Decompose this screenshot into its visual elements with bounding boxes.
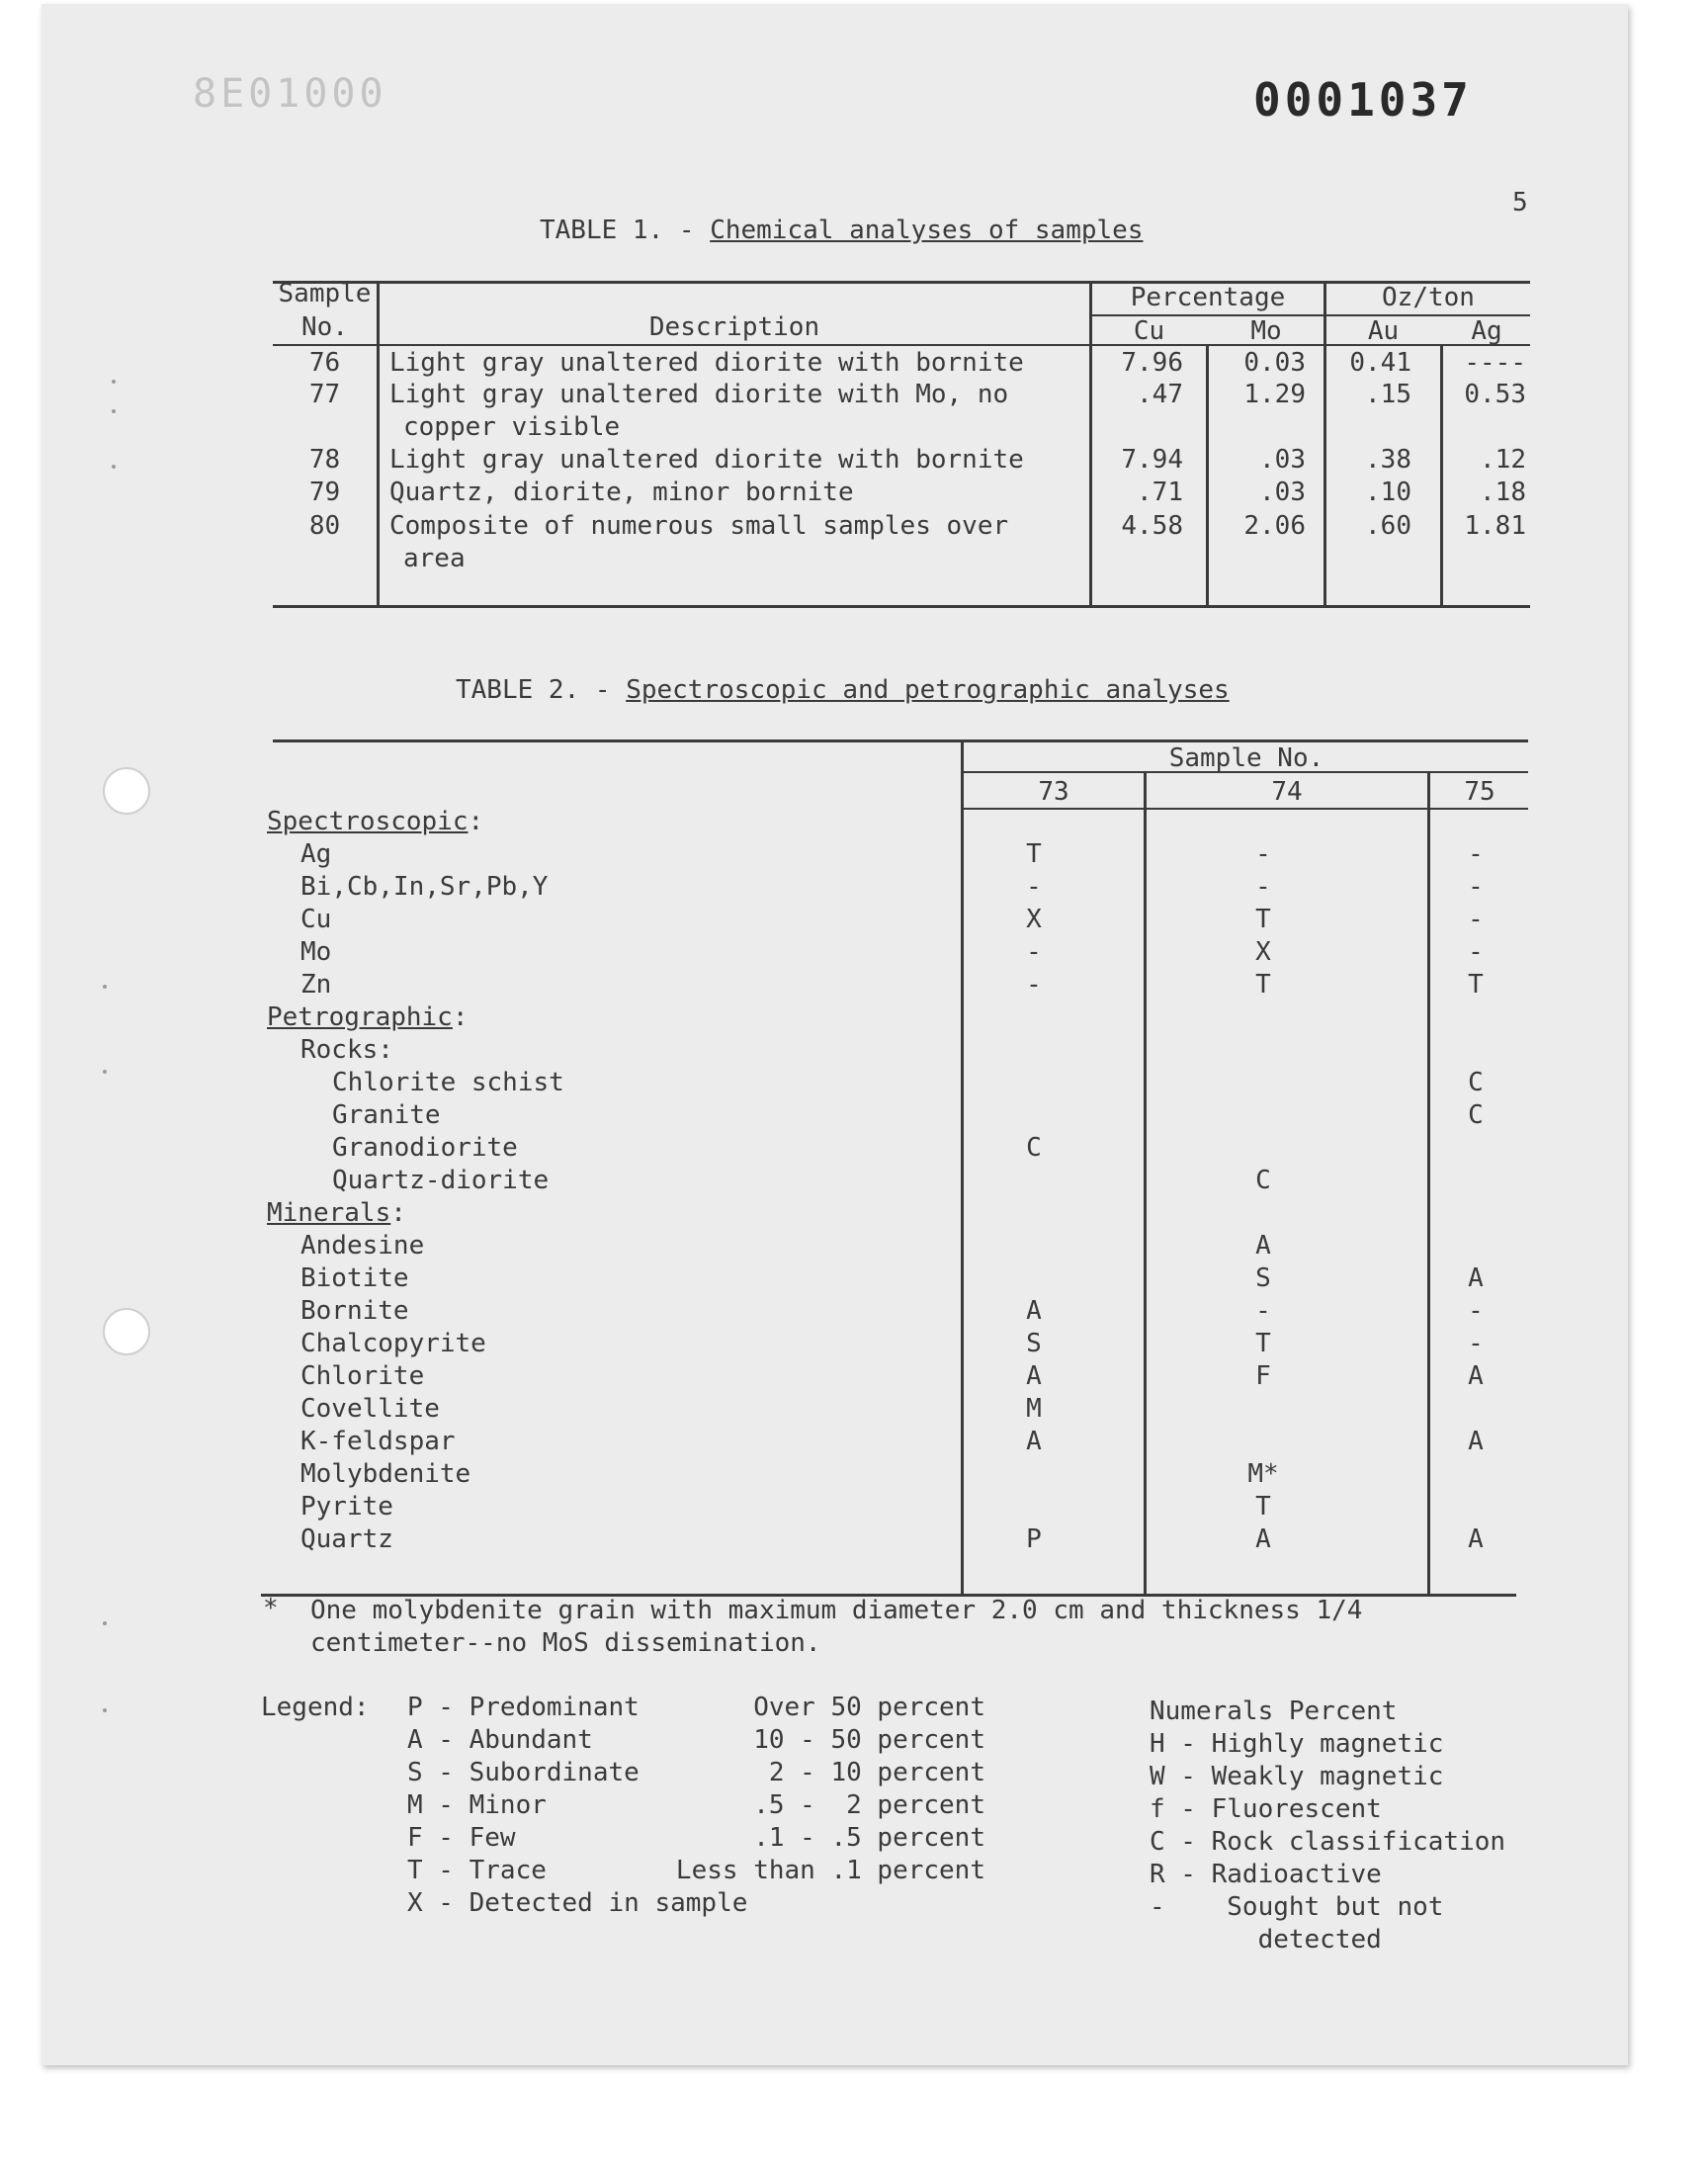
table2-row-label (300, 1427, 456, 1456)
table1-cell-mo: .03 (1259, 445, 1306, 475)
table2-cell: C (1255, 1166, 1271, 1195)
legend-code: S - Subordinate (407, 1758, 640, 1787)
table2-row-label-text: Granite (332, 1100, 441, 1130)
table2-heading-colon: : (390, 1198, 406, 1228)
table2-row-label (300, 1394, 440, 1424)
table2-section-heading (267, 1002, 469, 1032)
table2-row-label-text: Quartz (300, 1524, 393, 1554)
table2-row-label-text: Quartz-diorite (332, 1166, 550, 1195)
table2-cell: A (1468, 1361, 1484, 1391)
table1-cell-ag: .12 (1480, 445, 1526, 475)
legend-code: F - Few (407, 1823, 516, 1853)
legend-right-item: C - Rock classification (1150, 1827, 1506, 1857)
table1-cell-ag: .18 (1480, 478, 1526, 507)
table2-cell: A (1468, 1427, 1484, 1456)
table2-cell: C (1468, 1100, 1484, 1130)
paper-speck (103, 985, 107, 989)
legend-range: 2 - 10 percent (753, 1758, 985, 1787)
table2-row-label-text: Chalcopyrite (300, 1329, 486, 1358)
legend-right-item: detected (1150, 1925, 1382, 1955)
legend-code: X - Detected in sample (407, 1888, 748, 1918)
table2-cell: T (1255, 970, 1271, 1000)
table1-cell-cu: 7.94 (1121, 445, 1183, 475)
table2-cell: C (1026, 1133, 1042, 1163)
table1-cell-mo: .03 (1259, 478, 1306, 507)
table2-row-label-text: Ag (300, 839, 332, 869)
table2-row-label (300, 1296, 409, 1326)
table2-cell: A (1255, 1524, 1271, 1554)
table1-title (540, 216, 1143, 245)
table2-cell: - (1026, 970, 1042, 1000)
table2-row-label (300, 872, 548, 902)
table2-row-label (332, 1100, 441, 1130)
table1-header-mo: Mo (1250, 316, 1282, 346)
table2-cell: A (1026, 1427, 1042, 1456)
table2-cell: - (1026, 872, 1042, 902)
table2-cell: A (1468, 1263, 1484, 1293)
table1-cell-sample-no: 80 (308, 511, 341, 541)
table1-cell-mo: 0.03 (1243, 348, 1306, 378)
paper-speck (112, 380, 116, 384)
table2-row-label-text: Molybdenite (300, 1459, 471, 1489)
table2-cell: T (1255, 1492, 1271, 1522)
table2-row-label (300, 970, 331, 1000)
table2-cell: X (1026, 905, 1042, 934)
table2-row-label-text: Bi,Cb,In,Sr,Pb,Y (300, 872, 549, 902)
paper-speck (103, 1070, 107, 1074)
table1-cell-sample-no: 76 (308, 348, 341, 378)
table2-heading-colon: : (452, 1002, 469, 1032)
table1-header-ag: Ag (1471, 316, 1502, 346)
page-number: 5 (1512, 188, 1528, 218)
table2-title-prefix: TABLE 2. - (456, 675, 627, 705)
table2-cell: - (1468, 1296, 1484, 1326)
table2-cell: C (1468, 1068, 1484, 1097)
binder-hole-bottom (103, 1308, 150, 1355)
footnote-marker: * (263, 1594, 279, 1623)
table2-row-label-text: Covellite (300, 1394, 440, 1424)
legend-right-item: R - Radioactive (1150, 1860, 1382, 1889)
table2-row-label-text: Cu (300, 905, 332, 934)
table1-cell-description: Light gray unaltered diorite with Mo, no (389, 380, 1009, 409)
table1-cell-cu: .71 (1137, 478, 1183, 507)
legend-range: .5 - 2 percent (753, 1790, 985, 1820)
table1-cell-mo: 2.06 (1243, 511, 1306, 541)
table2-cell: M* (1247, 1459, 1279, 1489)
table2-cell: - (1255, 1296, 1271, 1326)
table2-cell: T (1255, 905, 1271, 934)
table1-cell-au: .38 (1365, 445, 1411, 475)
table2-row-label (300, 905, 331, 934)
legend-range: Less than .1 percent (675, 1856, 985, 1885)
table2-title (456, 675, 1230, 705)
legend-label: Legend: (261, 1693, 370, 1722)
legend-code: M - Minor (407, 1790, 547, 1820)
table2-row-label-text: Zn (300, 970, 332, 1000)
table2-title-main: Spectroscopic and petrographic analyses (626, 675, 1230, 705)
table2-row-label-text: Chlorite (300, 1361, 425, 1391)
table2-row-label (300, 1361, 424, 1391)
table2-top-rule (273, 740, 1528, 742)
table2-row-label-text: Petrographic (267, 1002, 453, 1032)
table2-heading-colon: : (468, 807, 484, 836)
table2-cell: - (1026, 937, 1042, 967)
table1-header-description: Description (648, 312, 820, 342)
table2-row-label-text: Chlorite schist (332, 1068, 564, 1097)
table2-row-label (300, 1231, 424, 1261)
legend-right-item: H - Highly magnetic (1150, 1729, 1444, 1759)
table2-row-label-text: Bornite (300, 1296, 409, 1326)
legend-range: .1 - .5 percent (753, 1823, 985, 1853)
legend-right-item: W - Weakly magnetic (1150, 1762, 1444, 1791)
table1-title-main: Chemical analyses of samples (710, 216, 1144, 245)
table1-cell-au: .15 (1365, 380, 1411, 409)
table2-cell: M (1026, 1394, 1042, 1424)
table2-row-label (332, 1133, 518, 1163)
table2-cell: F (1255, 1361, 1271, 1391)
table1-cell-description-cont: area (403, 544, 466, 573)
table2-cell: - (1468, 839, 1484, 869)
table1-cell-description: Quartz, diorite, minor bornite (389, 478, 854, 507)
table2-cell: S (1255, 1263, 1271, 1293)
paper-speck (103, 1708, 107, 1712)
table2-row-label-text: Biotite (300, 1263, 409, 1293)
table2-row-label-text: Andesine (300, 1231, 425, 1261)
table2-cell: - (1468, 872, 1484, 902)
table1-cell-ag: ---- (1464, 348, 1526, 378)
table2-cell: S (1026, 1329, 1042, 1358)
table2-row-label-text: Spectroscopic (267, 807, 469, 836)
table1-cell-cu: 4.58 (1121, 511, 1183, 541)
table2-section-heading (267, 1198, 406, 1228)
legend-right-item: Numerals Percent (1150, 1696, 1398, 1726)
table2-sample-header: Sample No. (1168, 743, 1324, 773)
table1-cell-sample-no: 79 (308, 478, 341, 507)
table1-cell-ag: 0.53 (1464, 380, 1526, 409)
table1-header-cu: Cu (1133, 316, 1165, 346)
table2-row-label-text: Granodiorite (332, 1133, 518, 1163)
binder-hole-top (103, 767, 150, 815)
table2-row-label (300, 937, 331, 967)
table1-cell-description-cont: copper visible (403, 412, 621, 442)
table2-cell: - (1468, 937, 1484, 967)
faint-stamp-number: 8E01000 (193, 71, 387, 117)
legend-right-item: f - Fluorescent (1150, 1794, 1382, 1824)
table2-row-label (300, 1263, 409, 1293)
table2-cell: A (1026, 1361, 1042, 1391)
table2-cell: A (1026, 1296, 1042, 1326)
table2-row-label (332, 1068, 564, 1097)
table2-cell: P (1026, 1524, 1042, 1554)
footnote-line-2: centimeter--no MoS dissemination. (310, 1628, 821, 1658)
table2-row-label (300, 1492, 393, 1522)
table2-header-rule (963, 808, 1528, 810)
table2-row-label (300, 839, 331, 869)
table1-cell-ag: 1.81 (1464, 511, 1526, 541)
table2-cell: T (1026, 839, 1042, 869)
table1-cell-sample-no: 77 (308, 380, 341, 409)
table2-row-label (300, 1524, 393, 1554)
table2-cell: - (1468, 905, 1484, 934)
table2-cell: - (1468, 1329, 1484, 1358)
legend-range: 10 - 50 percent (753, 1725, 985, 1755)
table2-cell: T (1255, 1329, 1271, 1358)
table2-cell: T (1468, 970, 1484, 1000)
table2-cell: - (1255, 872, 1271, 902)
table1-cell-description: Composite of numerous small samples over (389, 511, 1009, 541)
legend-range: Over 50 percent (753, 1693, 985, 1722)
table1-cell-mo: 1.29 (1243, 380, 1306, 409)
table2-row-label-text: K-feldspar (300, 1427, 456, 1456)
paper-speck (112, 409, 116, 413)
table2-row-label-text: Mo (300, 937, 332, 967)
legend-code: P - Predominant (407, 1693, 640, 1722)
table1-bottom-rule (273, 605, 1530, 608)
paper-speck (112, 465, 116, 469)
table1-cell-cu: .47 (1137, 380, 1183, 409)
table2-cell: - (1255, 839, 1271, 869)
table2-row-label-text: Rocks: (300, 1035, 393, 1065)
table2-row-label-text: Minerals (267, 1198, 391, 1228)
table2-row-label (300, 1035, 393, 1065)
legend-code: T - Trace (407, 1856, 547, 1885)
table2-column-header: 73 (1038, 777, 1069, 807)
table1-header-no: No. (301, 312, 348, 342)
table1-cell-description: Light gray unaltered diorite with bornite (389, 348, 1024, 378)
table2-row-label (300, 1459, 470, 1489)
table1-header-percentage: Percentage (1130, 283, 1286, 312)
legend-code: A - Abundant (407, 1725, 593, 1755)
table1-cell-au: 0.41 (1349, 348, 1411, 378)
table2-section-heading (267, 807, 483, 836)
table1-cell-au: .60 (1365, 511, 1411, 541)
paper-speck (103, 1621, 107, 1625)
table2-column-header: 75 (1464, 777, 1495, 807)
table2-column-header: 74 (1271, 777, 1303, 807)
table1-header-oz-ton: Oz/ton (1382, 283, 1475, 312)
legend-right-item: - Sought but not (1150, 1892, 1444, 1922)
table1-cell-description: Light gray unaltered diorite with bornite (389, 445, 1024, 475)
table1-cell-sample-no: 78 (308, 445, 341, 475)
table1-cell-au: .10 (1365, 478, 1411, 507)
table2-cell: A (1468, 1524, 1484, 1554)
document-number-stamp: 0001037 (1253, 73, 1473, 127)
table1-title-prefix: TABLE 1. - (540, 216, 711, 245)
table2-cell: X (1255, 937, 1271, 967)
table1-header-sample: Sample (278, 279, 372, 308)
table1-cell-cu: 7.96 (1121, 348, 1183, 378)
table2-cell: A (1255, 1231, 1271, 1261)
table2-row-label-text: Pyrite (300, 1492, 393, 1522)
table2-row-label (300, 1329, 486, 1358)
footnote-line-1: One molybdenite grain with maximum diameter 2.0 cm and thickness 1/4 (310, 1596, 1363, 1625)
table1-header-au: Au (1367, 316, 1400, 346)
table2-row-label (332, 1166, 549, 1195)
